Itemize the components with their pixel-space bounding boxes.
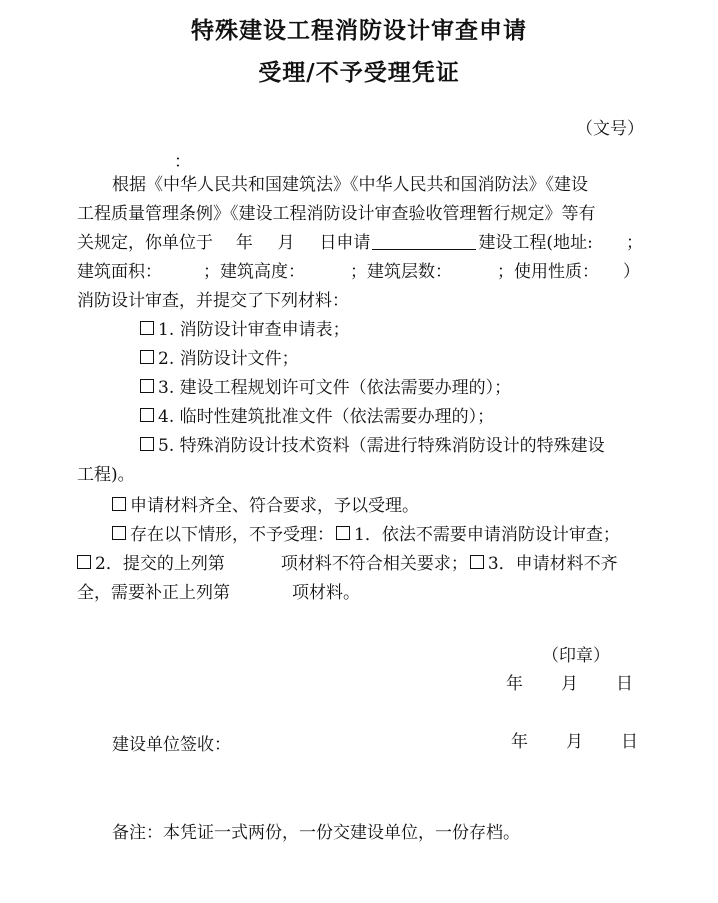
para1-line5: 消防设计审查，并提交了下列材料： [77, 291, 349, 311]
material-label: 3. 建设工程规划许可文件（依法需要办理的）； [158, 378, 512, 398]
checkbox[interactable] [140, 350, 154, 364]
building-height-label: ；建筑高度： [203, 262, 305, 282]
line4-close-paren: ） [623, 262, 640, 282]
project-name-blank[interactable] [372, 231, 476, 250]
material-item-2 [140, 347, 299, 371]
para1-line3 [77, 231, 643, 255]
seal-label: （印章） [542, 646, 610, 666]
reject-label: 存在以下情形，不予受理： [130, 525, 334, 545]
remark: 备注：本凭证一式两份，一份交建设单位，一份存档。 [112, 823, 520, 843]
document-number: （文号） [576, 119, 644, 139]
addressee-colon: ： [174, 152, 191, 172]
checkbox[interactable] [140, 437, 154, 451]
para1-line1: 根据《中华人民共和国建筑法》《中华人民共和国消防法》《建设 [112, 175, 588, 195]
sign-date-month: 月 [566, 732, 583, 752]
material-label: 1. 消防设计审查申请表； [158, 320, 350, 340]
reject-line3 [77, 581, 360, 605]
accept-label: 申请材料齐全、符合要求，予以受理。 [130, 496, 419, 516]
material-label: 4. 临时性建筑批准文件（依法需要办理的）； [158, 407, 495, 427]
reject-reason-3-label: 3．申请材料不齐 [487, 554, 618, 574]
line3-month: 月 [277, 233, 295, 253]
line3-text-b: 建设工程(地址: [478, 233, 593, 253]
reject-reason-1-checkbox[interactable] [336, 526, 350, 540]
building-floors-label: ；建筑层数： [350, 262, 452, 282]
checkbox[interactable] [140, 408, 154, 422]
reject-reason-2-label-b: 项材料不符合相关要求； [280, 554, 468, 574]
reject-reason-3-checkbox[interactable] [470, 555, 484, 569]
reject-checkbox[interactable] [112, 526, 126, 540]
sign-date-year: 年 [511, 732, 528, 752]
reject-line2 [77, 552, 618, 576]
usage-label: ；使用性质： [497, 262, 599, 282]
material-item-5 [140, 434, 605, 458]
checkbox[interactable] [140, 321, 154, 335]
title-line-1: 特殊建设工程消防设计审查申请 [191, 17, 527, 44]
line3-year: 年 [235, 233, 253, 253]
para1-line2: 工程质量管理条例》《建设工程消防设计审查验收管理暂行规定》等有 [77, 204, 596, 224]
reject-reason-1-label: 1．依法不需要申请消防设计审查； [354, 525, 620, 545]
reject-line1 [112, 523, 620, 547]
building-area-label: 建筑面积： [77, 262, 162, 282]
reject-reason-3-label-b: 全，需要补正上列第 [77, 583, 230, 603]
title-line-2: 受理/不予受理凭证 [258, 59, 460, 86]
material-item-5-continued: 工程)。 [77, 465, 135, 485]
seal-date-month: 月 [561, 674, 578, 694]
accept-option [112, 494, 419, 518]
material-item-3 [140, 376, 511, 400]
line3-day: 日申请 [319, 233, 371, 253]
material-label: 2. 消防设计文件； [158, 349, 299, 369]
material-item-4 [140, 405, 494, 429]
sign-receipt-label: 建设单位签收： [112, 735, 231, 755]
sign-date-day: 日 [621, 732, 638, 752]
reject-reason-2-checkbox[interactable] [77, 555, 91, 569]
reject-reason-2-label: 2．提交的上列第 [95, 554, 225, 574]
checkbox[interactable] [140, 379, 154, 393]
material-item-1 [140, 318, 350, 342]
accept-checkbox[interactable] [112, 497, 126, 511]
material-label: 5. 特殊消防设计技术资料（需进行特殊消防设计的特殊建设 [158, 436, 605, 456]
line3-semicolon: ； [626, 233, 643, 253]
seal-date-day: 日 [616, 674, 633, 694]
seal-date-year: 年 [506, 674, 523, 694]
reject-reason-3-label-c: 项材料。 [292, 583, 360, 603]
line3-text-a: 关规定，你单位于 [77, 233, 213, 253]
